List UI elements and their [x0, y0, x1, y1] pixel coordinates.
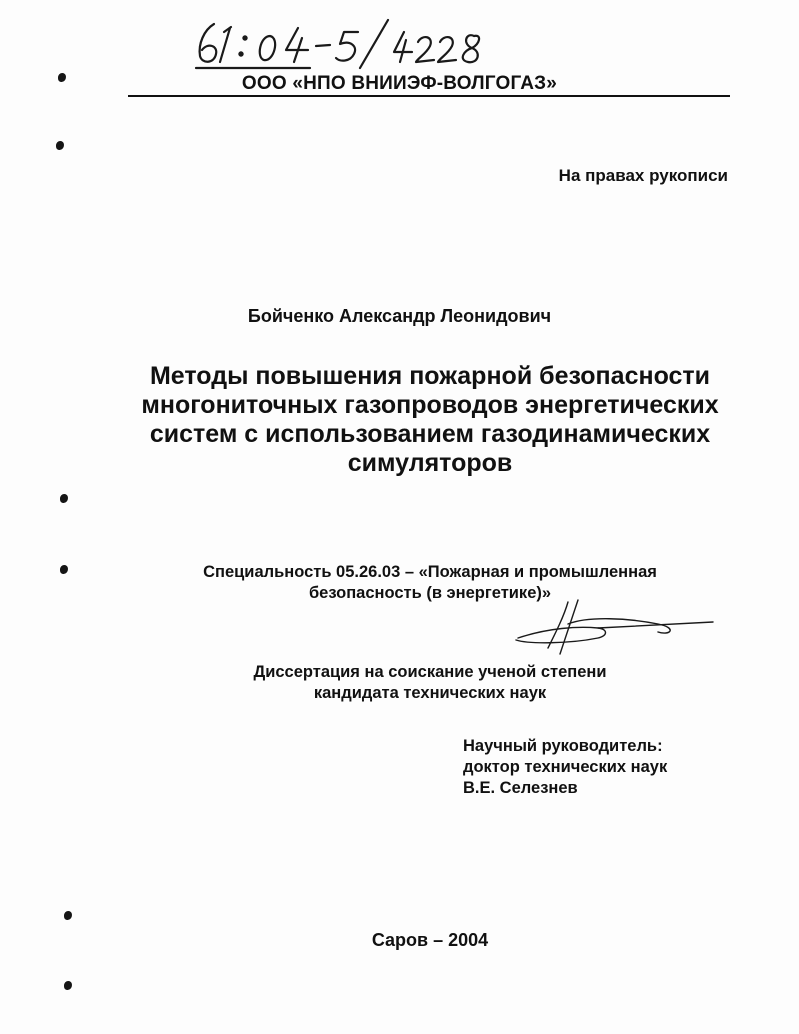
binding-hole-mark: [56, 141, 64, 150]
dissertation-degree-block: [130, 662, 730, 704]
handwritten-library-code: [190, 14, 500, 70]
supervisor-line: Научный руководитель:: [463, 737, 663, 755]
binding-hole-mark: [60, 565, 68, 574]
handwritten-signature: [508, 598, 718, 656]
supervisor-line: доктор технических наук: [463, 758, 668, 776]
binding-hole-mark: [64, 911, 72, 920]
degree-line: Диссертация на соискание ученой степени: [253, 663, 607, 681]
dissertation-title: [60, 362, 799, 478]
degree-line: кандидата технических наук: [313, 684, 547, 702]
city-year: Саров – 2004: [371, 930, 489, 950]
rights-note: На правах рукописи: [558, 166, 728, 185]
title-line: многониточных газопроводов энергетических: [141, 391, 719, 419]
supervisor-line: В.Е. Селезнев: [463, 779, 578, 797]
author-name: Бойченко Александр Леонидович: [247, 306, 552, 326]
organization-name: ООО «НПО ВНИИЭФ-ВОЛГОГАЗ»: [241, 73, 558, 94]
title-line: симуляторов: [347, 449, 513, 477]
binding-hole-mark: [64, 981, 72, 990]
title-line: Методы повышения пожарной безопасности: [149, 362, 711, 390]
binding-hole-mark: [60, 494, 68, 503]
organization-underline: [128, 95, 730, 97]
supervisor-block: [463, 736, 667, 799]
specialty-line: безопасность (в энергетике)»: [308, 584, 552, 602]
title-line: систем с использованием газодинамических: [149, 420, 711, 448]
specialty-line: Специальность 05.26.03 – «Пожарная и промышленная: [203, 563, 657, 581]
